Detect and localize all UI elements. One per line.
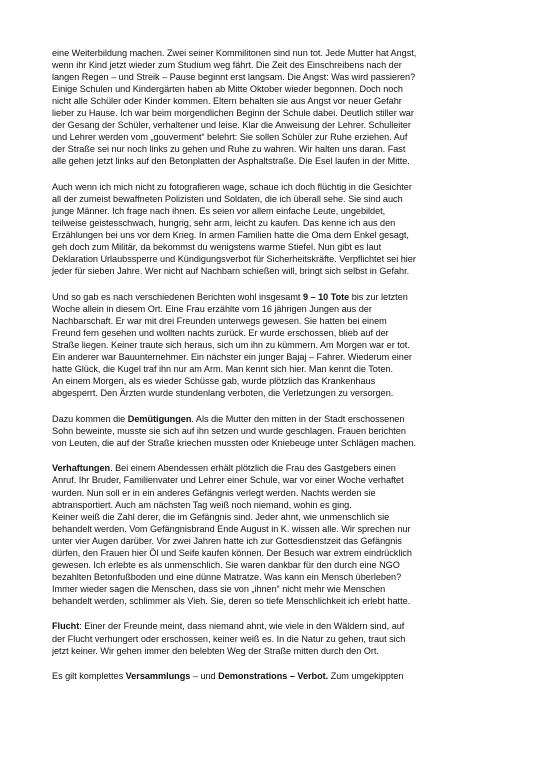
bold-text-run: Flucht [52, 621, 80, 632]
text-run: Einige Schulen und Kindergärten haben ab Mitte Oktober wieder begonnen. Doch noch [52, 84, 403, 95]
text-line [52, 363, 503, 375]
paragraph [52, 413, 503, 449]
text-line [52, 583, 503, 595]
text-run: abtransportiert. Auch am nächsten Tag weiß noch niemand, wohin es ging. [52, 499, 352, 510]
text-run: Es gilt komplettes [52, 671, 126, 682]
text-line [52, 559, 503, 571]
text-run: alle gehen jetzt links auf den Betonplatten der Asphaltstraße. Die Esel laufen in der Mitte. [52, 156, 410, 167]
text-run: dürfen, den Frauen hier Öl und Seife kaufen können. Der Besuch war extrem eindrücklich [52, 547, 412, 558]
text-line [52, 143, 503, 155]
text-line [52, 523, 503, 535]
text-run: langen Regen – und Streik – Pause beginnt erst langsam. Die Angst: Was wird passieren? [52, 72, 416, 83]
text-run: gewesen. Ich erlebte es als unmenschlich. Sie waren dankbar für den durch eine NGO [52, 559, 400, 570]
text-line [52, 462, 503, 474]
text-run: . Bei einem Abendessen erhält plötzlich die Frau des Gastgebers einen [110, 463, 396, 474]
text-run: : Einer der Freunde meint, dass niemand ahnt, wie viele in den Wäldern sind, auf [79, 621, 405, 632]
text-line [52, 229, 503, 241]
text-line [52, 535, 503, 547]
text-line [52, 339, 503, 351]
text-line [52, 83, 503, 95]
text-run: der Straße sei nur noch links zu gehen und Ruhe zu wahren. Wir halten uns daran. Fast [52, 144, 406, 155]
text-line [52, 205, 503, 217]
text-line [52, 265, 503, 277]
text-run: – und [190, 671, 219, 682]
text-line [52, 547, 503, 559]
bold-text-run: Demonstrations – Verbot. [218, 671, 329, 682]
text-line [52, 670, 503, 682]
text-run: Straße liegen. Keiner traute sich heraus, sich um ihn zu kümmern. Am Morgen war er tot. [52, 340, 410, 351]
text-run: nicht alle Schüler oder Kinder kommen. Eltern behalten sie aus Angst vor neuer Gefahr [52, 96, 402, 107]
text-line [52, 375, 503, 387]
text-line [52, 241, 503, 253]
text-run: der Flucht verhungert oder erschossen, keiner weiß es. In die Natur zu gehen, traut sich [52, 633, 406, 644]
text-run: und Lehrer werden vom „gouverment“ belehrt: Sie sollen Schüler zur Ruhe erziehen. Auf [52, 132, 408, 143]
text-line [52, 595, 503, 607]
text-run: Nachbarschaft. Er war mit drei Freunden unterwegs gewesen. Sie hatten bei einem [52, 315, 387, 326]
text-run: Erzählungen bei uns vor dem Krieg. In armen Familien hatte die Oma dem Enkel gesagt, [52, 230, 409, 241]
text-line [52, 487, 503, 499]
text-run: behandelt werden, schlimmer als Vieh. Sie, deren so tiefe Menschlichkeit ich erlebt hatte. [52, 595, 411, 606]
text-run: geh doch zum Militär, da bekommst du wenigstens warme Stiefel. Nun gibt es laut [52, 242, 382, 253]
text-line [52, 71, 503, 83]
paragraph [52, 620, 503, 656]
text-run: teilweise geistesschwach, hungrig, sehr arm, leicht zu kaufen. Das kenne ich aus den [52, 218, 396, 229]
text-line [52, 181, 503, 193]
paragraph [52, 47, 503, 167]
text-line [52, 59, 503, 71]
text-run: Sohn beweinte, musste sie sich auf ihn setzen und wurde geschlagen. Frauen berichten [52, 425, 406, 436]
text-run: Zum umgekippten [328, 671, 404, 682]
text-line [52, 291, 503, 303]
text-line [52, 155, 503, 167]
text-run: Anruf. Ihr Bruder, Familienvater und Lehrer einer Schule, war vor einer Woche verhaftet [52, 475, 404, 486]
text-line [52, 95, 503, 107]
text-run: junge Männer. Ich frage nach ihnen. Es seien vor allem einfache Leute, ungebildet, [52, 206, 386, 217]
paragraph [52, 181, 503, 277]
bold-text-run: Versammlungs [125, 671, 191, 682]
text-run: von Leuten, die auf der Straße kriechen mussten oder Kniebeuge unter Schlägen machen. [52, 437, 417, 448]
text-line [52, 217, 503, 229]
text-run: Woche allein in diesem Ort. Eine Frau erzählte vom 16 jährigen Jungen aus der [52, 303, 372, 314]
text-run: eine Weiterbildung machen. Zwei seiner Kommilitonen sind nun tot. Jede Mutter hat Angst, [52, 48, 417, 58]
text-run: abgesperrt. Den Ärzten wurde stundenlang verboten, die Verletzungen zu versorgen. [52, 388, 394, 399]
text-run: An einem Morgen, als es wieder Schüsse gab, wurde plötzlich das Krankenhaus [52, 376, 376, 387]
text-line [52, 425, 503, 437]
text-run: Freund fern gesehen und wollten nachts zurück. Er wurde erschossen, blieb auf der [52, 327, 389, 338]
text-run: Immer wieder sagen die Menschen, dass sie von „ihnen“ nicht mehr wie Menschen [52, 583, 386, 594]
text-run: all der zumeist bewaffneten Polizisten und Soldaten, die ich überall sehe. Sie sind auch [52, 194, 403, 205]
text-line [52, 571, 503, 583]
text-line [52, 437, 503, 449]
text-line [52, 645, 503, 657]
text-run: Ein anderer war Bauunternehmer. Ein nächster ein junger Bajaj – Fahrer. Wiederum einer [52, 352, 412, 363]
bold-text-run: 9 – 10 Tote [302, 291, 350, 302]
text-run: wenn ihr Kind jetzt wieder zum Studium weg fährt. Die Zeit des Einschreibens nach der [52, 60, 402, 71]
text-line [52, 315, 503, 327]
text-line [52, 633, 503, 645]
text-line [52, 253, 503, 265]
text-run: Auch wenn ich mich nicht zu fotografieren wage, schaue ich doch flüchtig in die Gesichter [52, 181, 412, 192]
text-line [52, 119, 503, 131]
text-run: wurden. Nun soll er in ein anderes Gefängnis verlegt werden. Nachts werden sie [52, 487, 376, 498]
text-run: Keiner weiß die Zahl derer, die im Gefängnis sind. Jeder ahnt, wie unmenschlich sie [52, 511, 390, 522]
text-line [52, 303, 503, 315]
text-run: jetzt keiner. Wir gehen immer den belebten Weg der Straße mitten durch den Ort. [52, 645, 379, 656]
text-run: bis zur letzten [349, 291, 408, 302]
text-run: Und so gab es nach verschiedenen Berichten wohl insgesamt [52, 291, 303, 302]
text-line [52, 193, 503, 205]
text-run: unter vier Augen darüber. Vor zwei Jahren hatte ich zur Gottesdienstzeit das Gefängnis [52, 535, 402, 546]
paragraph [52, 291, 503, 399]
text-line [52, 474, 503, 486]
text-line [52, 107, 503, 119]
paragraph [52, 670, 503, 682]
text-line [52, 131, 503, 143]
text-line [52, 413, 503, 425]
text-run: jeder für sieben Jahre. Wer nicht auf Nachbarn schießen will, bringt sich selbst in Gefahr. [52, 266, 410, 277]
text-run: . Als die Mutter den mitten in der Stadt erschossenen [191, 413, 405, 424]
text-line [52, 620, 503, 632]
text-run: Dazu kommen die [52, 413, 128, 424]
text-run: Deklaration Urlaubssperre und Kündigungsverbot für Sicherheitskräfte. Verpflichtet sei hier [52, 254, 416, 265]
text-run: hatte Glück, die Kugel traf ihn nur am Arm. Man kennt sich hier. Man kennt die Toten. [52, 364, 394, 375]
text-line [52, 327, 503, 339]
text-run: der Gesang der Schüler, verhaltener und leise. Klar die Anweisung der Lehrer. Schulleiter [52, 120, 411, 131]
text-run: lieber zu Hause. Ich war beim morgendlichen Beginn der Schule dabei. Deutlich stiller war [52, 108, 414, 119]
text-line [52, 511, 503, 523]
bold-text-run: Demütigungen [127, 413, 192, 424]
paragraph [52, 462, 503, 607]
text-run: behandelt werden. Vom Gefängnisbrand Ende August in K. wissen alle. Wir sprechen nur [52, 523, 411, 534]
bold-text-run: Verhaftungen [52, 463, 111, 474]
text-line [52, 351, 503, 363]
text-line [52, 499, 503, 511]
text-run: bezahlten Betonfußboden und eine dünne Matratze. Was kann ein Mensch überleben? [52, 571, 402, 582]
text-line [52, 47, 503, 59]
text-line [52, 387, 503, 399]
